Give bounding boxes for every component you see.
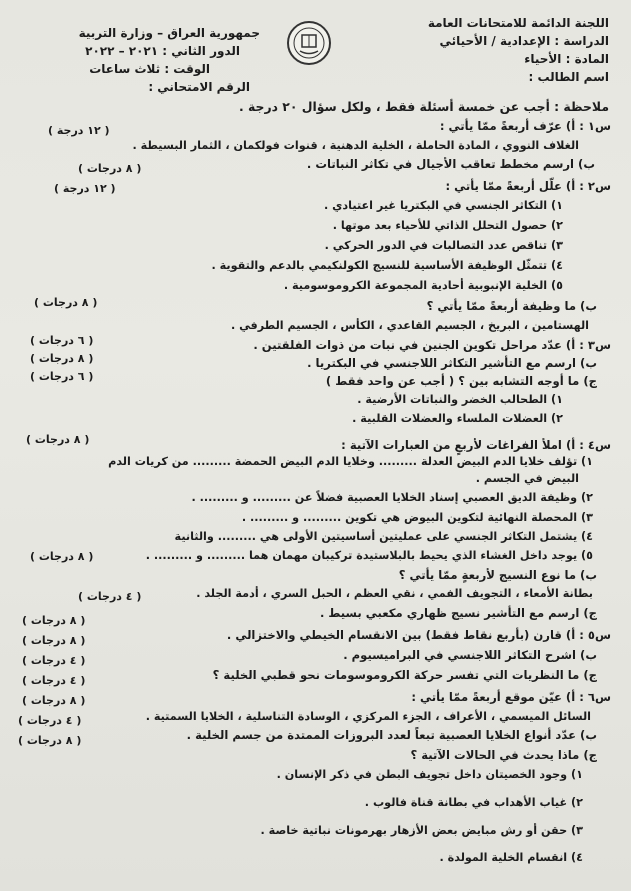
q2-a-marks: ( ١٢ درجة ) bbox=[54, 182, 116, 195]
q4-c: ج) ارسم مع التأشير نسيج ظهاري مكعبي بسيط . bbox=[319, 606, 597, 620]
q2-b-marks: ( ٨ درجات ) bbox=[34, 296, 98, 309]
q4-item-4: ٤) يشتمل التكاثر الجنسي على عمليتين أساسيتين الأولى هي ......... والثانية bbox=[174, 530, 593, 543]
ministry-seal-icon bbox=[286, 20, 332, 66]
q6-b: ب) عدّد أنواع الخلايا العصبية تبعاً لعدد البروزات الممتدة من جسم الخلية . bbox=[186, 728, 597, 742]
q6-item-3: ٣) حقن أو رش مبايض بعض الأزهار بهرمونات نباتية خاصة . bbox=[260, 824, 583, 837]
q2-item-2: ٢) حصول التحلل الذاتي للأحياء بعد موتها . bbox=[332, 219, 563, 232]
q5-a-marks: ( ٨ درجات ) bbox=[22, 614, 86, 627]
q2-item-4: ٤) تتمثّل الوظيفة الأساسية للنسيج الكولنكيمي بالدعم والتقوية . bbox=[211, 259, 563, 272]
q3-c-marks: ( ٦ درجات ) bbox=[30, 370, 94, 383]
q4-a-title: س٤ : أ) املأ الفراغات لأربعٍ من العبارات الآتية : bbox=[341, 438, 611, 452]
q5-d-marks: ( ٤ درجات ) bbox=[22, 674, 86, 687]
exam-note: ملاحظة : أجب عن خمسة أسئلة فقط ، ولكل سؤال ٢٠ درجة . bbox=[238, 99, 609, 114]
q6-b-marks: ( ٨ درجات ) bbox=[18, 734, 82, 747]
q5-a: س٥ : أ) قارن (بأربع نقاط فقط) بين الانقسام الخيطي والاختزالي . bbox=[226, 628, 611, 642]
q4-item-3: ٣) المحصلة النهائية لتكوين البيوض هي تكوين ......... و ......... . bbox=[241, 511, 593, 524]
header-committee: اللجنة الدائمة للامتحانات العامة bbox=[427, 16, 609, 30]
q2-b-items: الهستامين ، البريخ ، الجسيم القاعدي ، الكأس ، الجسيم الطرفي . bbox=[230, 319, 589, 332]
q5-b: ب) اشرح التكاثر اللاجنسي في البراميسيوم . bbox=[343, 648, 597, 662]
q4-c-marks: ( ٤ درجات ) bbox=[78, 590, 142, 603]
q2-item-1: ١) التكاثر الجنسي في البكتريا غير اعتيادي . bbox=[324, 199, 563, 212]
q2-item-3: ٣) تناقص عدد التصالبات في الدور الحركي . bbox=[324, 239, 563, 252]
q4-b: ب) ما نوع النسيج لأربعةٍ ممّا يأتي ؟ bbox=[398, 568, 597, 582]
header-time: الوقت : ثلاث ساعات bbox=[89, 62, 210, 76]
header-study: الدراسة : الإعدادية / الأحيائي bbox=[439, 34, 609, 48]
q5-b-marks: ( ٨ درجات ) bbox=[22, 634, 86, 647]
header-ministry: جمهورية العراق – وزارة التربية bbox=[78, 26, 260, 40]
q4-item-5: ٥) يوجد داخل الغشاء الذي يحيط بالبلاستيدة تركيبان مهمان هما ......... و ......... . bbox=[145, 549, 593, 562]
q1-a-items: الغلاف النووي ، المادة الحاملة ، الخلية الدهنية ، قنوات فولكمان ، الثمار البسيطة . bbox=[132, 139, 579, 152]
q3-a-marks: ( ٦ درجات ) bbox=[30, 334, 94, 347]
q3-b-marks: ( ٨ درجات ) bbox=[30, 352, 94, 365]
q6-a-marks: ( ٤ درجات ) bbox=[18, 714, 82, 727]
q2-a-title: س٢ : أ) علّل أربعةً ممّا يأتي : bbox=[445, 179, 611, 193]
q3-a: س٣ : أ) عدّد مراحل تكوين الجنين في نبات من ذوات الفلقتين . bbox=[253, 338, 611, 352]
q3-item-2: ٢) العضلات الملساء والعضلات القلبية . bbox=[352, 412, 563, 425]
header-subject: المادة : الأحياء bbox=[524, 52, 609, 66]
q2-item-5: ٥) الخلية الإنبوبية أحادية المجموعة الكروموسومية . bbox=[283, 279, 563, 292]
header-student-name: اسم الطالب : bbox=[528, 70, 609, 84]
q2-b: ب) ما وظيفة أربعةً ممّا يأتي ؟ bbox=[426, 299, 597, 313]
q4-b-marks: ( ٨ درجات ) bbox=[30, 550, 94, 563]
q6-a-items: السائل الميسمي ، الأعراف ، الجزء المركزي ، الوسادة التناسلية ، الخلايا السمتية . bbox=[145, 710, 591, 723]
q4-item-1-cont: البيض في الجسم . bbox=[475, 472, 579, 485]
q5-e-marks: ( ٨ درجات ) bbox=[22, 694, 86, 707]
q1-a-title: س١ : أ) عرّف أربعةً ممّا يأتي : bbox=[439, 119, 611, 133]
q1-a-marks: ( ١٢ درجة ) bbox=[48, 124, 110, 137]
q6-a-title: س٦ : أ) عيّن موقع أربعةً ممّا يأتي : bbox=[411, 690, 611, 704]
q6-item-4: ٤) انقسام الخلية المولدة . bbox=[439, 851, 583, 864]
q3-item-1: ١) الطحالب الخضر والنباتات الأرضية . bbox=[357, 393, 563, 406]
q4-b-items: بطانة الأمعاء ، التجويف الفمي ، نقي العظم ، الحبل السري ، أدمة الجلد . bbox=[196, 587, 593, 600]
q4-item-1: ١) تؤلف خلايا الدم البيض العدلة ......... وخلايا الدم البيض الحمضة ......... من كريات الدم bbox=[108, 455, 593, 468]
q1-b-marks: ( ٨ درجات ) bbox=[78, 162, 142, 175]
q4-a-marks: ( ٨ درجات ) bbox=[26, 433, 90, 446]
q3-c: ج) ما أوجه التشابه بين ؟ ( أجب عن واحد فقط ) bbox=[325, 374, 597, 388]
q6-item-2: ٢) غياب الأهداب في بطانة قناة فالوب . bbox=[364, 796, 583, 809]
q5-c: ج) ما النظريات التي تفسر حركة الكروموسومات نحو قطبي الخلية ؟ bbox=[212, 668, 597, 682]
q6-c: ج) ماذا يحدث في الحالات الآتية ؟ bbox=[410, 748, 597, 762]
q1-b: ب) ارسم مخطط تعاقب الأجيال في تكاثر النباتات . bbox=[306, 157, 595, 171]
q5-c-marks: ( ٤ درجات ) bbox=[22, 654, 86, 667]
header-round: الدور الثاني : ٢٠٢١ – ٢٠٢٢ bbox=[85, 44, 240, 58]
q3-b: ب) ارسم مع التأشير التكاثر اللاجنسي في البكتريا . bbox=[307, 356, 597, 370]
q4-item-2: ٢) وظيفة الديق العصبي إسناد الخلايا العصبية فضلاً عن ......... و ......... . bbox=[191, 491, 593, 504]
q6-item-1: ١) وجود الخصيتان داخل تجويف البطن في ذكر الإنسان . bbox=[276, 768, 583, 781]
header-exam-number: الرقم الامتحاني : bbox=[148, 80, 250, 94]
